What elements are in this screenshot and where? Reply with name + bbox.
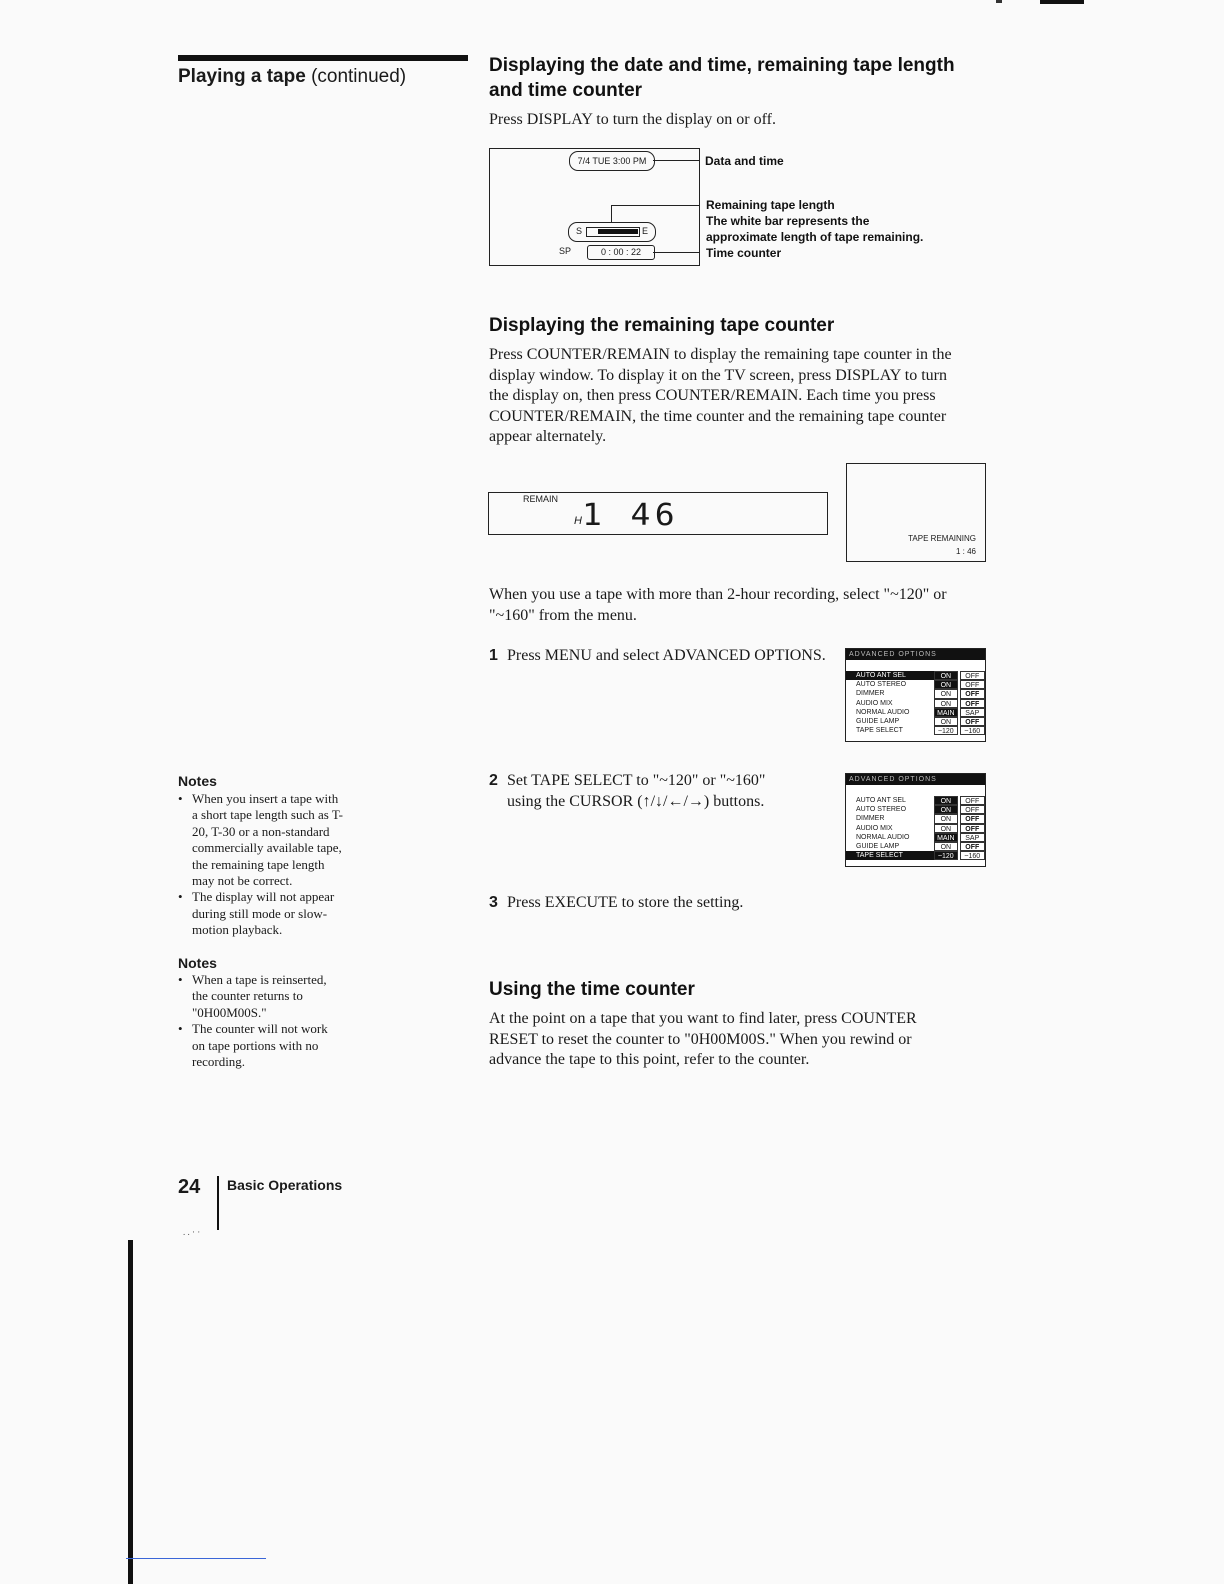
display-heading-line1: Displaying the date and time, remaining tape length <box>489 55 955 76</box>
note-line: • The display will not appear <box>192 889 335 905</box>
menu-row-label: GUIDE LAMP <box>856 842 900 850</box>
menu-row <box>846 717 985 726</box>
section-title-continued: (continued) <box>311 66 407 87</box>
callout-date: Data and time <box>705 154 784 168</box>
section-title <box>178 66 406 88</box>
remain-unit: H <box>574 515 582 527</box>
counter-body-line: At the point on a tape that you want to find later, press COUNTER <box>489 1010 917 1027</box>
menu-row <box>846 708 985 717</box>
callout-remaining-line2: The white bar represents the <box>706 214 870 228</box>
menu-row-label: AUTO STEREO <box>856 806 907 814</box>
notes-list <box>178 791 378 939</box>
note-item <box>178 972 378 1021</box>
date-time-readout: 7/4 TUE 3:00 PM <box>569 151 655 171</box>
callout-remaining-line3: approximate length of tape remaining. <box>706 230 924 244</box>
time-counter-readout: 0 : 00 : 22 <box>587 245 655 260</box>
note-line: recording. <box>192 1054 246 1070</box>
step-number: 1 <box>489 647 498 664</box>
counter-body-line: RESET to reset the counter to "0H00M00S." When you rewind or <box>489 1030 912 1048</box>
corner-mark <box>1040 0 1084 4</box>
menu-row <box>846 796 985 805</box>
menu-row-value: OFF <box>960 689 985 698</box>
menu-row-value: ON <box>934 824 957 833</box>
note-item <box>178 1021 378 1070</box>
tape-end-label: E <box>642 226 649 236</box>
menu-row-value: ON <box>934 689 957 698</box>
menu-row-value: OFF <box>960 824 985 833</box>
note-line: • When a tape is reinserted, <box>192 972 327 987</box>
menu-row-label: NORMAL AUDIO <box>856 833 910 841</box>
step-text: Press EXECUTE to store the setting. <box>507 894 744 911</box>
menu-row-value: OFF <box>960 814 985 823</box>
callout-counter: Time counter <box>706 246 782 260</box>
menu-row-value: SAP <box>960 708 985 717</box>
note-line: a short tape length such as T- <box>192 807 343 823</box>
step-3 <box>489 893 743 914</box>
callout-line-counter <box>653 252 699 253</box>
menu-row-value: ON <box>934 842 957 851</box>
menu-row-label: AUTO ANT SEL <box>846 671 934 680</box>
counter-body <box>489 1009 917 1071</box>
menu-row-value: ~120 <box>934 726 957 735</box>
note-line: the remaining tape length <box>192 856 325 872</box>
menu-row-label: AUDIO MIX <box>856 699 893 707</box>
display-body: Press DISPLAY to turn the display on or off. <box>489 111 776 128</box>
menu-row <box>846 671 985 680</box>
note-line: 20, T-30 or a non-standard <box>192 823 330 839</box>
counter-body-line: advance the tape to this point, refer to the counter. <box>489 1051 810 1068</box>
tape-speed-label: SP <box>559 246 572 256</box>
menu-row-label: TAPE SELECT <box>846 851 934 860</box>
menu-row <box>846 851 985 860</box>
menu-row-value: ~160 <box>960 851 985 860</box>
chapter-label: Basic Operations <box>227 1177 343 1193</box>
menu-row-value: MAIN <box>934 833 957 842</box>
notes-heading: Notes <box>178 955 217 971</box>
note-line: "0H00M00S." <box>192 1004 267 1020</box>
note-line: motion playback. <box>192 922 283 938</box>
remaining-body-line: the display on, then press COUNTER/REMAIN. Each time you press <box>489 387 936 404</box>
tape-select-note <box>489 585 947 626</box>
remaining-heading: Displaying the remaining tape counter <box>489 315 835 336</box>
menu-title: ADVANCED OPTIONS <box>846 774 985 785</box>
menu-row <box>846 680 985 689</box>
menu-row-label: TAPE SELECT <box>856 727 903 735</box>
menu-row-value: OFF <box>960 805 985 814</box>
remaining-body-line: appear alternately. <box>489 428 607 445</box>
menu-row-label: GUIDE LAMP <box>856 717 900 725</box>
menu-row <box>846 824 985 833</box>
note-line: may not be correct. <box>192 873 293 889</box>
menu-row <box>846 726 985 735</box>
bottom-rule <box>126 1558 266 1559</box>
menu-row-label: DIMMER <box>856 815 885 823</box>
corner-tick <box>996 0 1002 3</box>
advanced-options-menu-1 <box>845 648 986 742</box>
menu-row-value: ON <box>934 671 957 680</box>
counter-heading: Using the time counter <box>489 979 695 1000</box>
menu-row-label: DIMMER <box>856 690 885 698</box>
note-item <box>178 791 378 889</box>
notes-list <box>178 972 378 1070</box>
menu-row <box>846 833 985 842</box>
callout-line-remaining <box>611 205 699 206</box>
section-title-text: Playing a tape <box>178 66 306 87</box>
tape-start-label: S <box>576 226 583 236</box>
menu-row-value: OFF <box>960 717 985 726</box>
display-heading-line2: and time counter <box>489 80 643 101</box>
note-line: • When you insert a tape with <box>192 791 339 806</box>
menu-row-value: OFF <box>960 699 985 708</box>
step-text: using the CURSOR (↑/↓/←/→) buttons. <box>507 792 765 810</box>
remain-value: 1 46 <box>582 498 680 533</box>
note-item <box>178 889 378 938</box>
note-line: • The counter will not work <box>192 1021 328 1037</box>
note-line: the counter returns to <box>192 988 303 1004</box>
note-line: commercially available tape, <box>192 840 342 856</box>
menu-row-value: ~160 <box>960 726 985 735</box>
binding-edge <box>128 1240 133 1584</box>
callout-remaining <box>706 197 923 261</box>
tv-tape-remaining-label: TAPE REMAINING <box>908 534 976 543</box>
display-heading <box>489 53 955 103</box>
menu-row-label: NORMAL AUDIO <box>856 708 910 716</box>
menu-row-value: MAIN <box>934 708 957 717</box>
tape-length-bar <box>598 229 638 234</box>
footer-rule <box>217 1176 219 1230</box>
step-number: 3 <box>489 894 498 911</box>
menu-row-value: SAP <box>960 833 985 842</box>
page-number: 24 <box>178 1176 201 1198</box>
step-1 <box>489 646 826 667</box>
menu-row-value: ~120 <box>934 851 957 860</box>
scan-speck: . . · · <box>183 1227 201 1237</box>
menu-row-label: AUTO STEREO <box>856 681 907 689</box>
step-number: 2 <box>489 772 498 789</box>
menu-row-label: AUDIO MIX <box>856 824 893 832</box>
callout-line-date <box>653 160 699 161</box>
menu-row-value: ON <box>934 796 957 805</box>
menu-row-value: ON <box>934 680 957 689</box>
tape-select-note-line: When you use a tape with more than 2-hour recording, select "~120" or <box>489 586 947 603</box>
note-line: on tape portions with no <box>192 1037 319 1053</box>
menu-row-value: ON <box>934 717 957 726</box>
menu-row <box>846 814 985 823</box>
menu-row-label: AUTO ANT SEL <box>856 797 906 804</box>
menu-row <box>846 805 985 814</box>
section-rule <box>178 55 468 61</box>
menu-row <box>846 689 985 698</box>
step-text: Press MENU and select ADVANCED OPTIONS. <box>507 647 826 664</box>
remaining-body-line: Press COUNTER/REMAIN to display the remaining tape counter in the <box>489 346 952 363</box>
menu-row-value: OFF <box>960 796 985 805</box>
remaining-body-line: COUNTER/REMAIN, the time counter and the remaining tape counter <box>489 407 947 425</box>
menu-row-value: ON <box>934 814 957 823</box>
menu-row-value: OFF <box>960 671 985 680</box>
menu-row-value: ON <box>934 699 957 708</box>
menu-row <box>846 842 985 851</box>
note-line: during still mode or slow- <box>192 905 328 921</box>
menu-title: ADVANCED OPTIONS <box>846 649 985 660</box>
remaining-body <box>489 345 952 448</box>
menu-row-value: ON <box>934 805 957 814</box>
menu-row-value: OFF <box>960 842 985 851</box>
callout-line-remaining-drop <box>611 205 612 223</box>
notes-heading: Notes <box>178 773 217 789</box>
callout-remaining-line1: Remaining tape length <box>706 198 835 212</box>
step-text: Set TAPE SELECT to "~120" or "~160" <box>507 772 766 789</box>
tv-tape-remaining-value: 1 : 46 <box>955 547 976 556</box>
advanced-options-menu-2 <box>845 773 986 867</box>
tape-select-note-line: "~160" from the menu. <box>489 606 637 624</box>
menu-row <box>846 699 985 708</box>
step-2 <box>489 771 765 812</box>
menu-row-value: OFF <box>960 680 985 689</box>
remaining-body-line: display window. To display it on the TV screen, press DISPLAY to turn <box>489 366 947 384</box>
remain-label: REMAIN <box>523 494 559 504</box>
